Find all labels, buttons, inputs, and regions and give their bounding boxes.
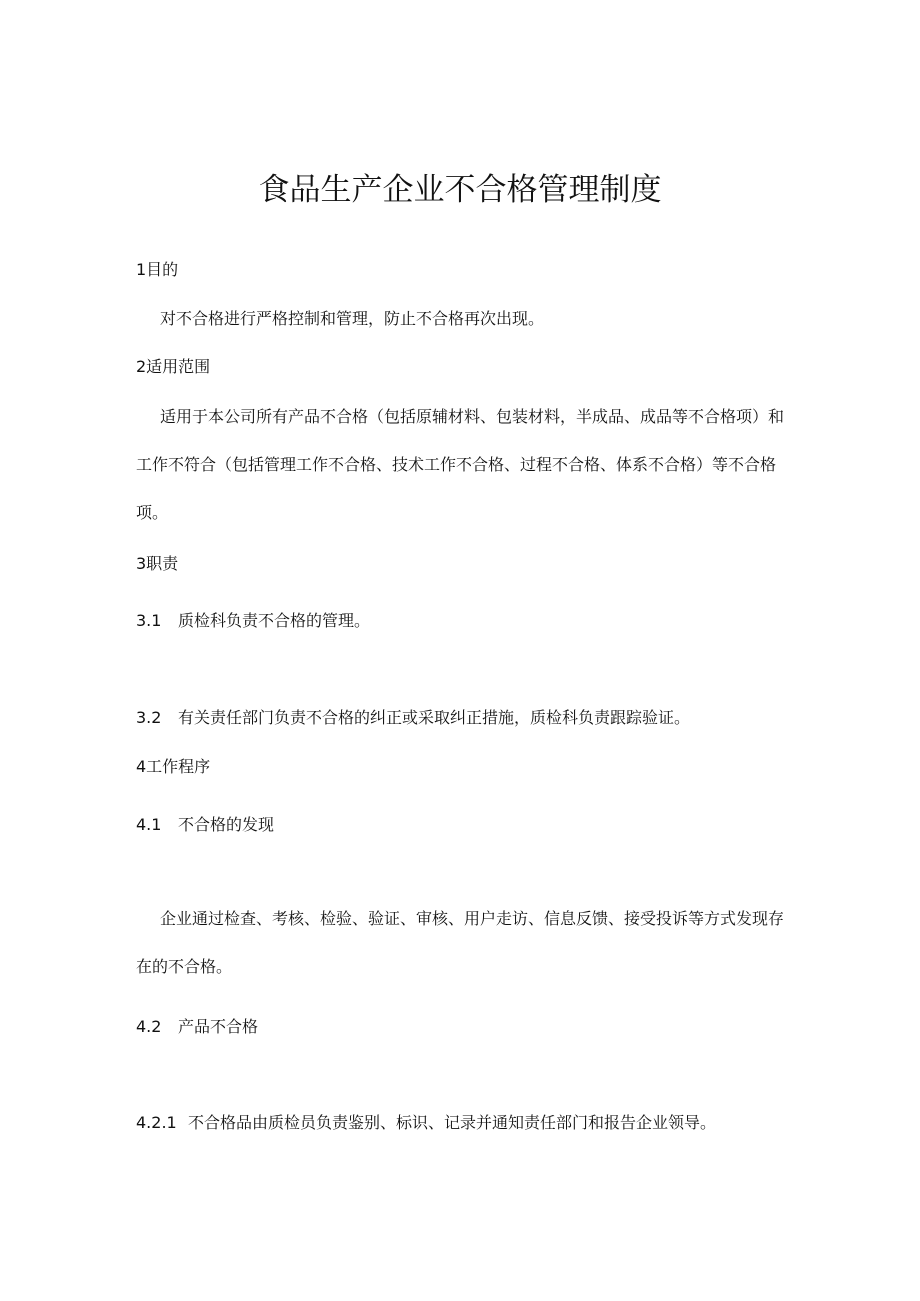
- section-3-heading: 3职责: [136, 554, 179, 573]
- section-4-2: [136, 1016, 258, 1038]
- section-2-text: 适用于本公司所有产品不合格（包括原辅材料、包装材料，半成品、成品等不合格项）和工作不符合（包括管理工作不合格、技术工作不合格、过程不合格、体系不合格）等不合格项。: [136, 407, 785, 522]
- section-3-2-number: 3.2: [136, 708, 162, 727]
- section-2-heading: 2适用范围: [136, 357, 211, 376]
- section-4-2-1: [136, 1112, 716, 1134]
- section-3-1-number: 3.1: [136, 611, 162, 630]
- section-4-2-1-text: 不合格品由质检员负责鉴别、标识、记录并通知责任部门和报告企业领导。: [188, 1113, 717, 1132]
- document-title: 食品生产企业不合格管理制度: [258, 172, 662, 208]
- section-4-1-number: 4.1: [136, 815, 162, 834]
- section-4-1: [136, 814, 274, 836]
- section-3-2-text: 有关责任部门负责不合格的纠正或采取纠正措施，质检科负责跟踪验证。: [178, 708, 691, 727]
- section-4-2-number: 4.2: [136, 1017, 162, 1036]
- section-1-text: 对不合格进行严格控制和管理，防止不合格再次出现。: [160, 309, 545, 328]
- section-4-1-body: 企业通过检查、考核、检验、验证、审核、用户走访、信息反馈、接受投诉等方式发现存在的不合格。: [136, 909, 785, 976]
- section-3-1-text: 质检科负责不合格的管理。: [178, 611, 371, 630]
- section-4-2-text: 产品不合格: [178, 1017, 259, 1036]
- section-3-1: [136, 610, 370, 632]
- section-3-2: [136, 707, 690, 729]
- section-4-heading: 4工作程序: [136, 757, 211, 776]
- section-4-2-1-number: 4.2.1: [136, 1113, 177, 1132]
- section-1-heading: 1目的: [136, 260, 179, 279]
- section-4-1-text: 不合格的发现: [178, 815, 275, 834]
